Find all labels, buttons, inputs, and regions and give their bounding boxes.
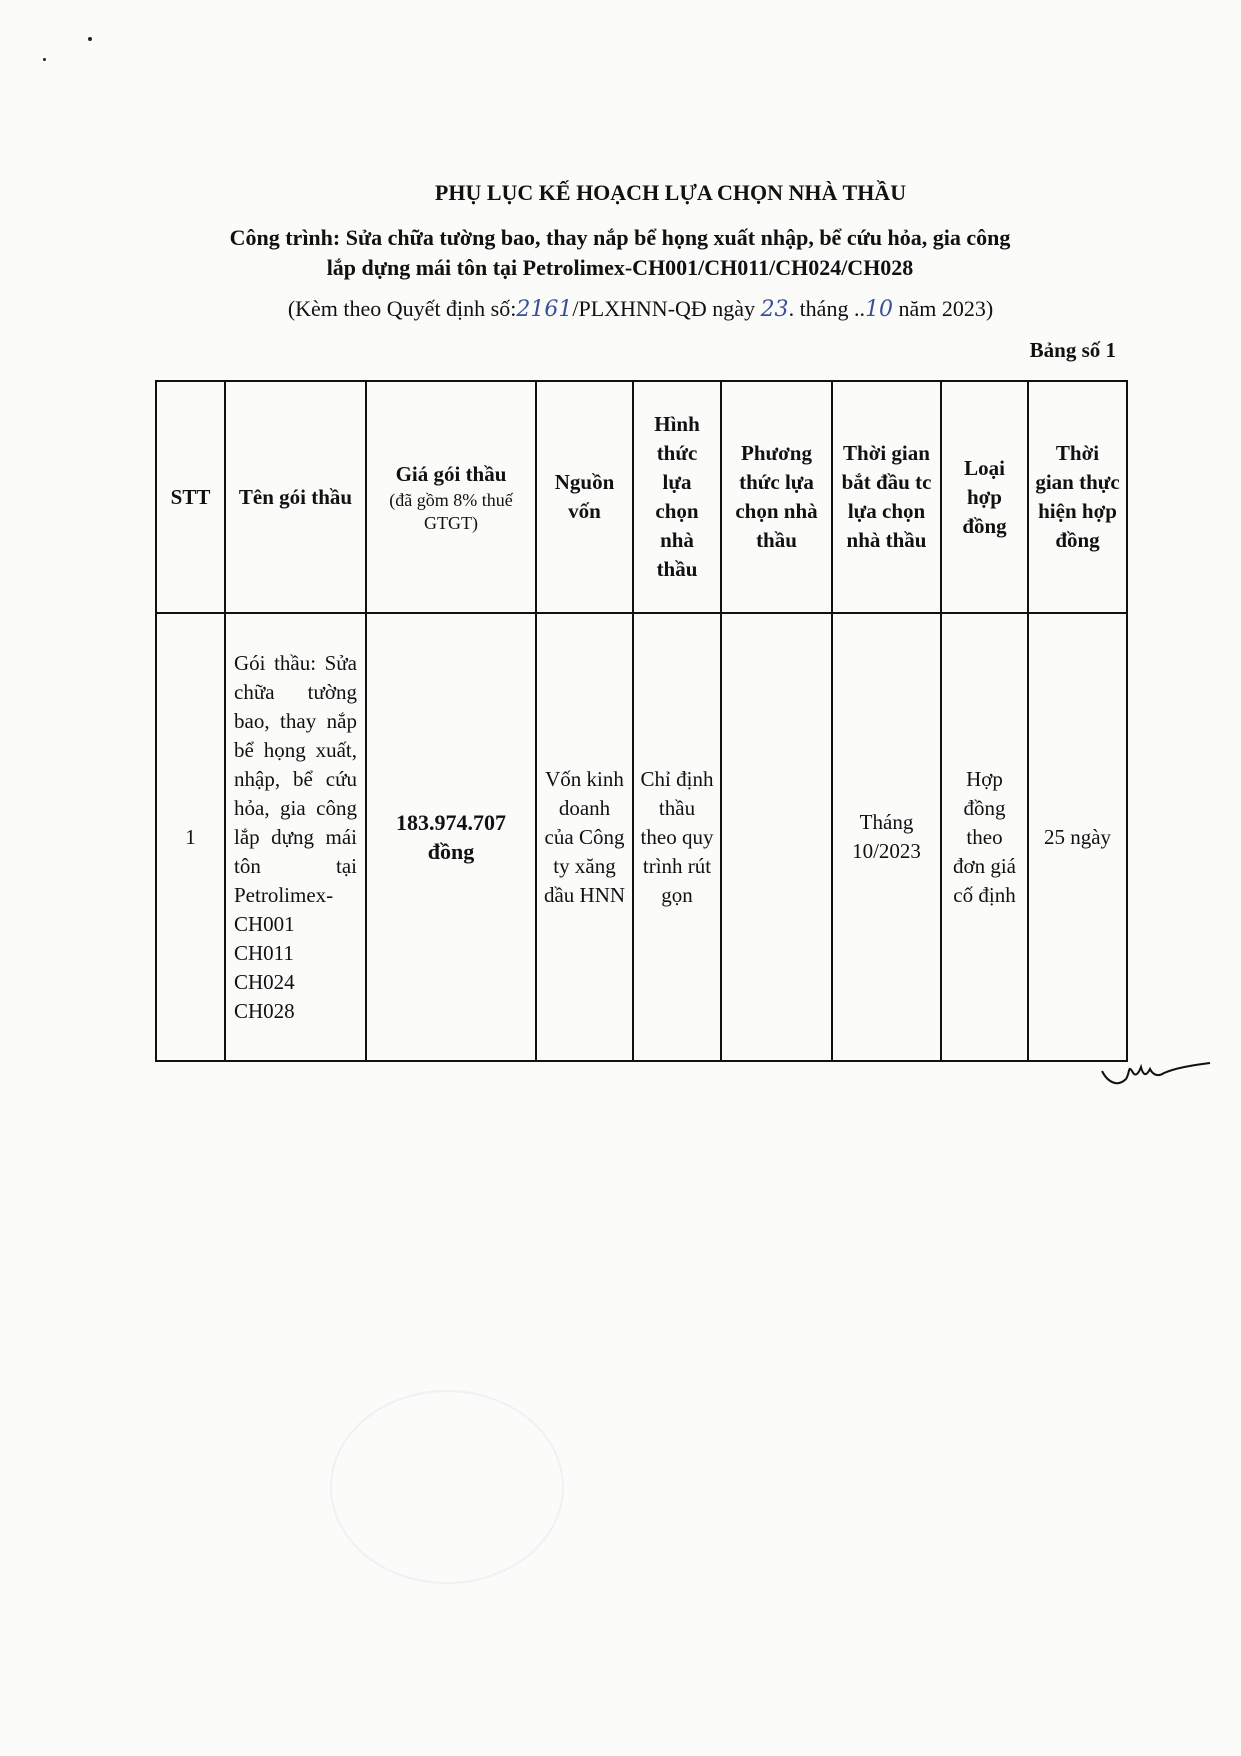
header-price-note: (đã gồm 8% thuế GTGT) bbox=[389, 489, 513, 533]
decision-month-label: . tháng .. bbox=[788, 296, 865, 321]
cell-package-name: Gói thầu: Sửa chữa tường bao, thay nắp bể họng xuất, nhập, bể cứu hỏa, gia công lắp dựng mái tôn tại Petrolimex- CH001 CH011 CH024 CH028 bbox=[225, 613, 366, 1061]
header-contract-duration: Thời gian thực hiện hợp đồng bbox=[1028, 381, 1127, 613]
header-selection-form: Hình thức lựa chọn nhà thầu bbox=[633, 381, 721, 613]
project-line-1: Công trình: Sửa chữa tường bao, thay nắp bể họng xuất nhập, bể cứu hỏa, gia công bbox=[229, 225, 1011, 250]
decision-prefix: (Kèm theo Quyết định số: bbox=[287, 296, 517, 321]
decision-number: 2161 bbox=[516, 297, 573, 322]
header-selection-method: Phương thức lựa chọn nhà thầu bbox=[721, 381, 832, 613]
table-header-row bbox=[156, 381, 1127, 613]
scan-speck bbox=[88, 37, 92, 41]
decision-code: /PLXHNN-QĐ ngày bbox=[572, 296, 761, 321]
table-number: Bảng số 1 bbox=[1029, 338, 1116, 362]
header-stt: STT bbox=[156, 381, 225, 613]
project-heading bbox=[40, 223, 1200, 283]
header-start-time: Thời gian bắt đầu tc lựa chọn nhà thầu bbox=[832, 381, 941, 613]
cell-fund-source: Vốn kinh doanh của Công ty xăng dầu HNN bbox=[536, 613, 633, 1061]
header-contract-type: Loại hợp đồng bbox=[941, 381, 1028, 613]
project-line-2: lắp dựng mái tôn tại Petrolimex-CH001/CH011/CH024/CH028 bbox=[326, 255, 914, 280]
cell-start-time: Tháng 10/2023 bbox=[832, 613, 941, 1061]
header-package-name: Tên gói thầu bbox=[225, 381, 366, 613]
decision-day: 23 bbox=[760, 297, 789, 322]
cell-contract-type: Hợp đồng theo đơn giá cố định bbox=[941, 613, 1028, 1061]
cell-package-price: 183.974.707 đồng bbox=[366, 613, 536, 1061]
table-row bbox=[156, 613, 1127, 1061]
decision-year: năm 2023) bbox=[892, 296, 994, 321]
document-title: PHỤ LỤC KẾ HOẠCH LỰA CHỌN NHÀ THẦU bbox=[434, 180, 907, 205]
cell-selection-method bbox=[721, 613, 832, 1061]
decision-month: 10 bbox=[864, 297, 893, 322]
header-fund-source: Nguồn vốn bbox=[536, 381, 633, 613]
header-package-price bbox=[366, 381, 536, 613]
contractor-plan-table bbox=[155, 380, 1128, 1062]
cell-stt: 1 bbox=[156, 613, 225, 1061]
scan-speck bbox=[43, 58, 46, 61]
cell-selection-form: Chỉ định thầu theo quy trình rút gọn bbox=[633, 613, 721, 1061]
faint-stamp-mark bbox=[330, 1390, 564, 1584]
signature-initials bbox=[1098, 1053, 1213, 1093]
decision-reference bbox=[0, 296, 1241, 322]
header-price-label: Giá gói thầu bbox=[395, 461, 507, 486]
cell-contract-duration: 25 ngày bbox=[1028, 613, 1127, 1061]
